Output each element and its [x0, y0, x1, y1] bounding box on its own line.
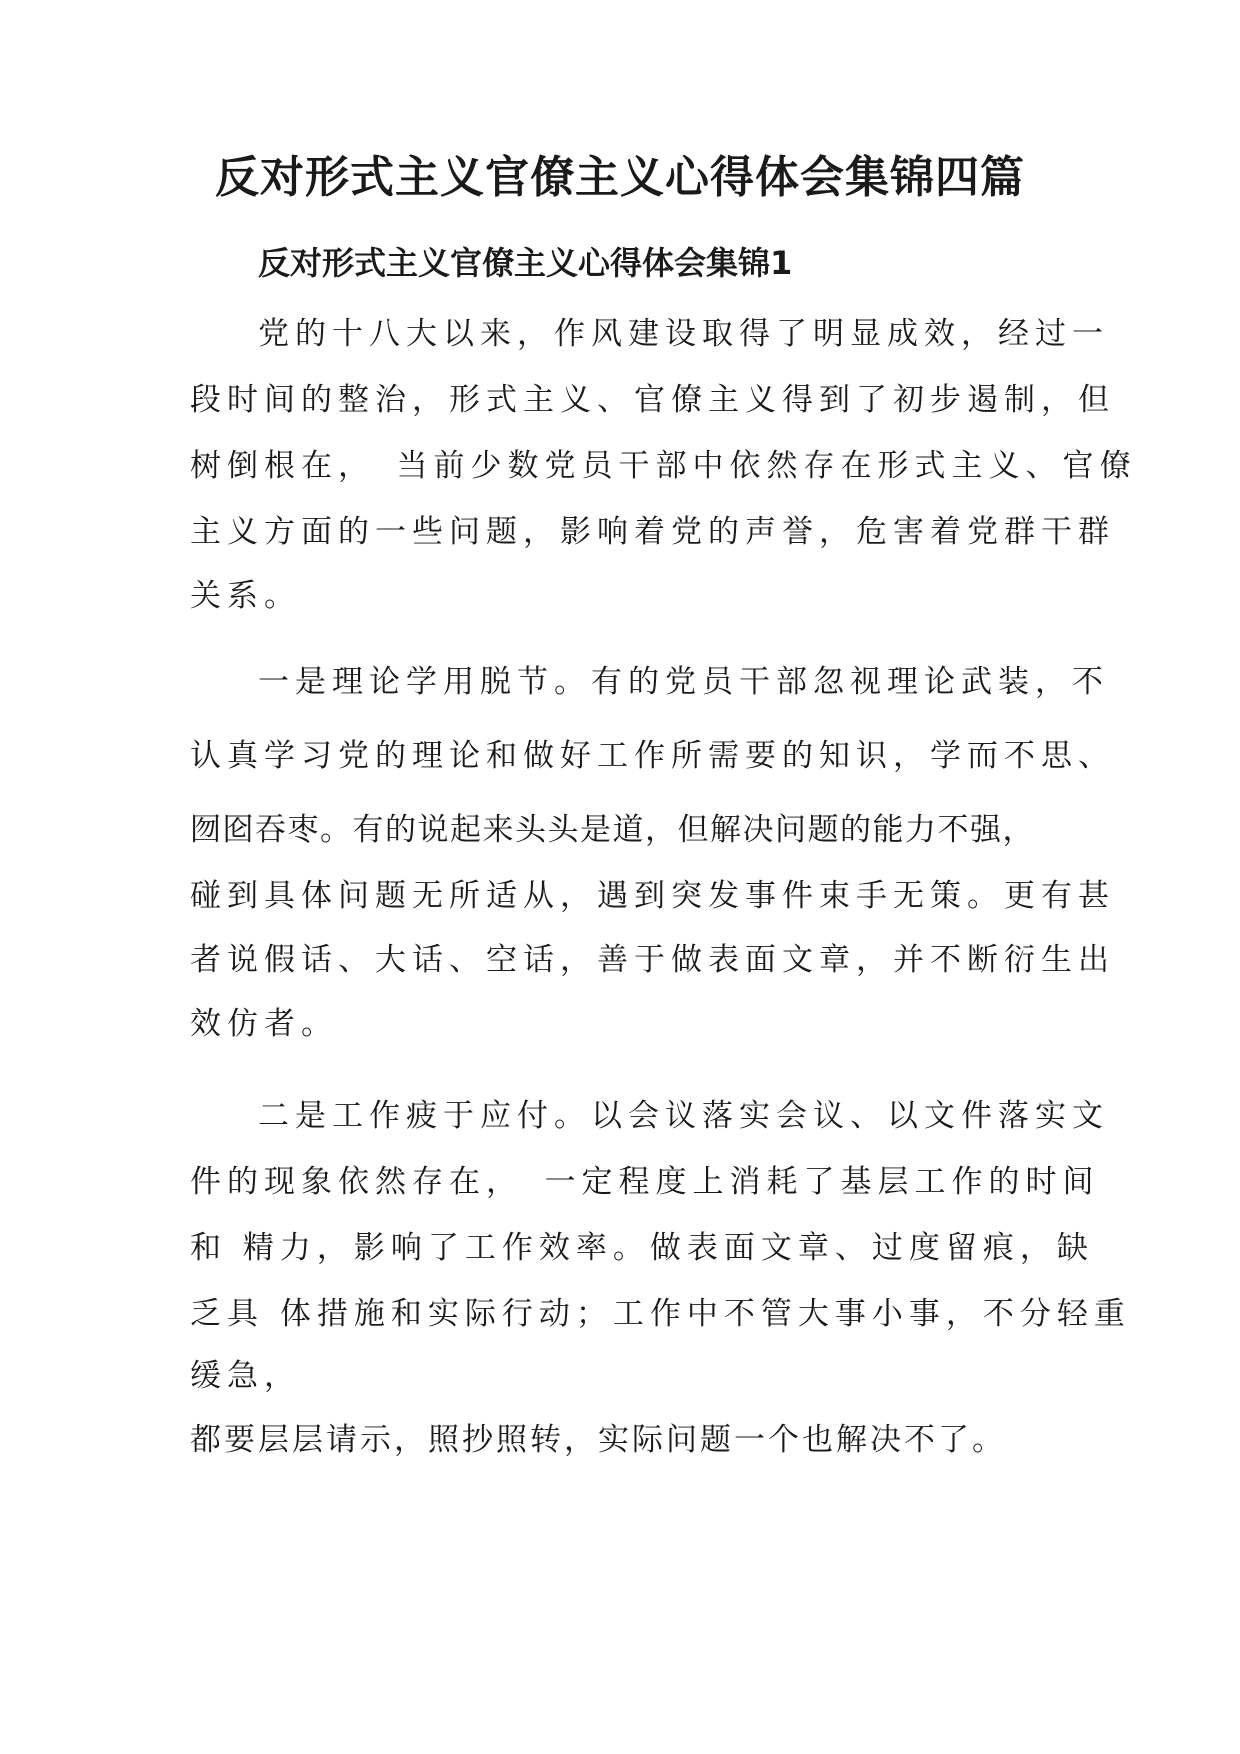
paragraph-line: 和 精力，影响了工作效率。做表面文章、过度留痕，缺 — [190, 1230, 1094, 1266]
paragraph-line: 树倒根在， 当前少数党员干部中依然存在形式主义、官僚 — [190, 448, 1137, 484]
paragraph-line: 认真学习党的理论和做好工作所需要的知识，学而不思、 — [190, 738, 1115, 774]
paragraph-line: 二是工作疲于应付。以会议落实会议、以文件落实文 — [258, 1098, 1109, 1134]
paragraph-line: 碰到具体问题无所适从，遇到突发事件束手无策。更有甚 — [190, 878, 1115, 914]
paragraph-line: 段时间的整治，形式主义、官僚主义得到了初步遏制，但 — [190, 382, 1115, 418]
paragraph-line: 件的现象依然存在， 一定程度上消耗了基层工作的时间 — [190, 1164, 1100, 1200]
section-subtitle: 反对形式主义官僚主义心得体会集锦1 — [258, 244, 793, 282]
paragraph-line: 主义方面的一些问题，影响着党的声誉，危害着党群干群 — [190, 514, 1115, 550]
paragraph-line: 乏具 体措施和实际行动；工作中不管大事小事，不分轻重 — [190, 1296, 1131, 1332]
paragraph-line: 关系。 — [190, 578, 301, 614]
document-title: 反对形式主义官僚主义心得体会集锦四篇 — [215, 152, 1025, 203]
paragraph-line: 都要层层请示，照抄照转，实际问题一个也解决不了。 — [190, 1422, 1006, 1458]
paragraph-line: 者说假话、大话、空话，善于做表面文章，并不断衍生出 — [190, 942, 1115, 978]
paragraph-line: 缓急， — [190, 1358, 301, 1394]
paragraph-line: 效仿者。 — [190, 1006, 338, 1042]
paragraph-line: 党的十八大以来，作风建设取得了明显成效，经过一 — [258, 316, 1109, 352]
paragraph-line: 囫囵吞枣。有的说起来头头是道，但解决问题的能力不强， — [190, 812, 1035, 848]
paragraph-line: 一是理论学用脱节。有的党员干部忽视理论武装，不 — [258, 664, 1109, 700]
